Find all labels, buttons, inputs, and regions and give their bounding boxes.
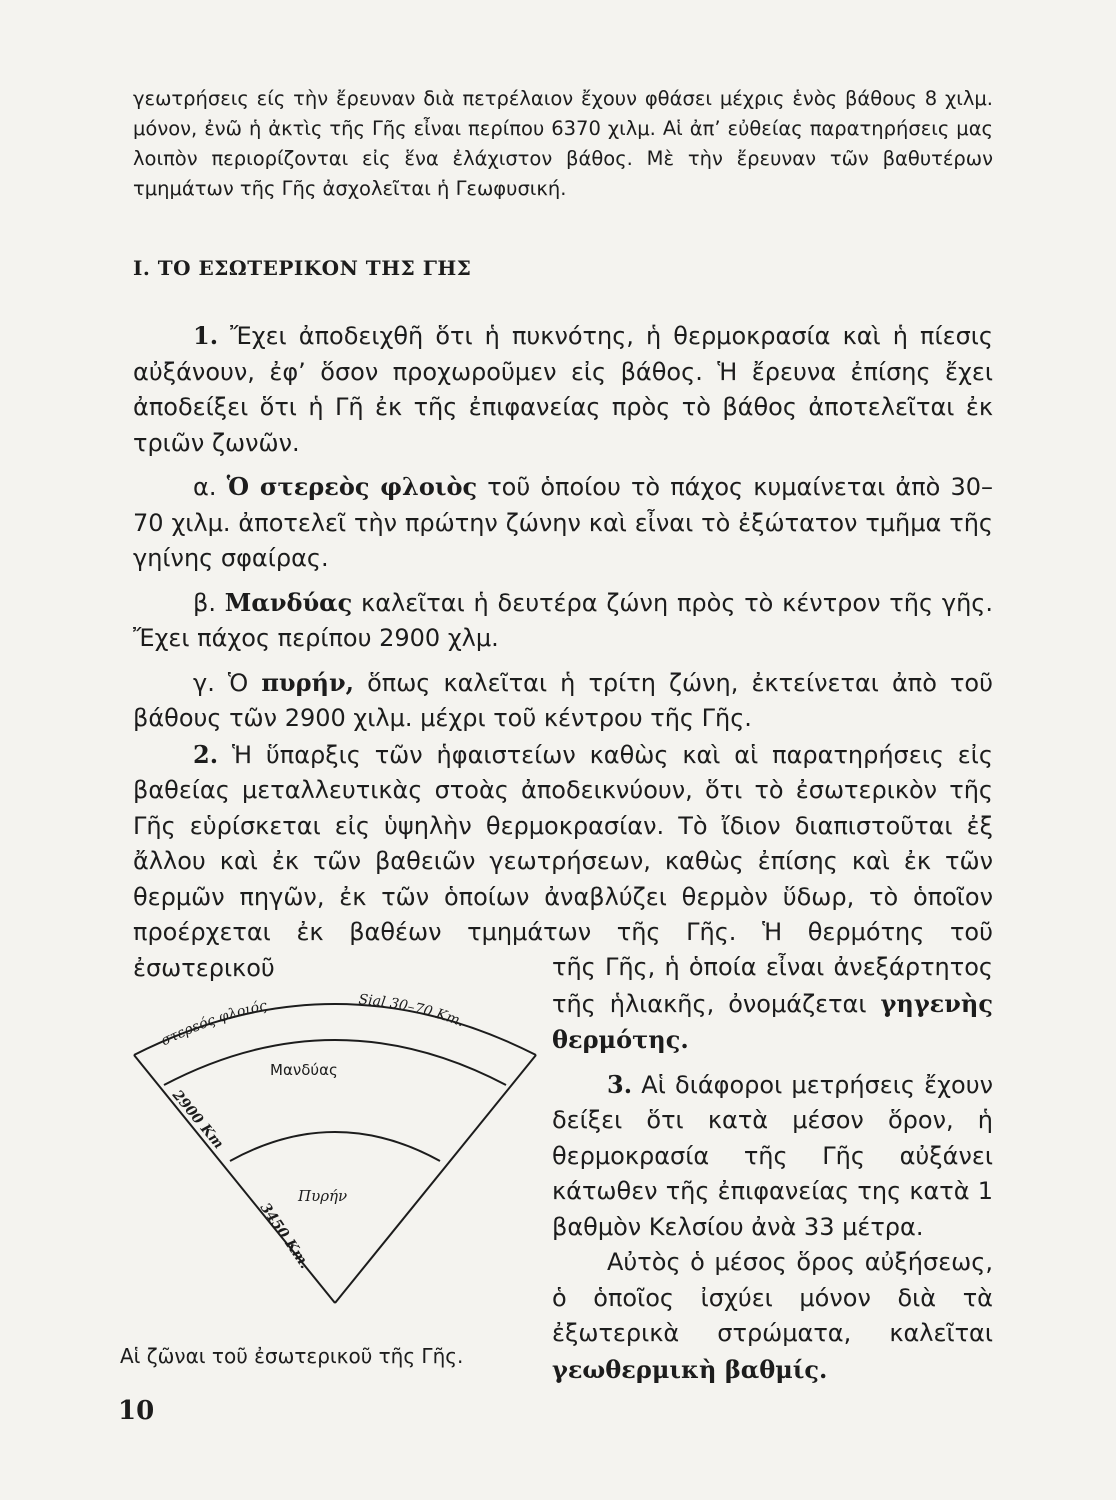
paragraph-2-text: Ἡ ὕπαρξις τῶν ἡφαιστείων καθὼς καὶ αἱ παρατηρήσεις εἰς βαθείας μεταλλευτικὰς στοὰς ἀποδεικνύουν, ὅτι τὸ ἐσωτερικὸν τῆς Γῆς εὑρίσκεται εἰς ὑψηλὴν θερμοκρασίαν. Τὸ ἴδιον διαπιστοῦται ἐξ ἄλλου καὶ ἐκ τῶν βαθειῶν γεωτρήσεων, καθὼς ἐπίσης καὶ ἐκ τῶν θερμῶν πηγῶν, ἐκ τῶν ὁποίων ἀναβλύζει θερμὸν ὕδωρ, τὸ ὁποῖον προέρχεται ἐκ βαθέων τμημάτων τῆς Γῆς. Ἡ θερμότης τοῦ ἐσωτερικοῦ: [133, 740, 993, 982]
item-a: [133, 469, 993, 577]
mantle-label: Μανδύας: [270, 1061, 338, 1079]
svg-text:Sial 30–70 Km.: [358, 992, 466, 1031]
paragraph-1-text: Ἔχει ἀποδειχθῆ ὅτι ἡ πυκνότης, ἡ θερμοκρασία καὶ ἡ πίεσις αὐξάνουν, ἐφ’ ὅσον προχωροῦμεν εἰς βάθος. Ἡ ἔρευνα ἐπίσης ἔχει ἀποδείξει ὅτι ἡ Γῆ ἐκ τῆς ἐπιφανείας πρὸς τὸ βάθος ἀποτελεῖται ἐκ τριῶν ζωνῶν.: [133, 322, 993, 457]
page-number: 10: [118, 1396, 155, 1426]
item-c-term: πυρήν,: [261, 667, 354, 697]
item-c: [133, 665, 993, 737]
sector-right-edge: [335, 1055, 536, 1303]
paragraph-3-number: 3.: [607, 1069, 633, 1099]
paragraph-2: [133, 737, 993, 987]
paragraph-3-text: Αἱ διάφοροι μετρήσεις ἔχουν δείξει ὅτι κατὰ μέσον ὅρον, ἡ θερμοκρασία τῆς Γῆς αὐξάνει κάτωθεν τῆς ἐπιφανείας της κατὰ 1 βαθμὸν Κελσίου ἀνὰ 33 μέτρα.: [552, 1070, 993, 1241]
paragraph-1: [133, 318, 993, 461]
right-column-text: [552, 950, 993, 1388]
paragraph-2-term: γηγενὴς θερμότης.: [552, 988, 993, 1054]
item-b: [133, 585, 993, 657]
svg-text:3450 Km.: [257, 1200, 313, 1272]
item-b-term: Μανδύας: [224, 587, 353, 617]
paragraph-2-continuation-text: τῆς Γῆς, ἡ ὁποία εἶναι ἀνεξάρτητος τῆς ἡλιακῆς, ὀνομάζεται: [552, 953, 993, 1018]
paragraph-2-continuation: [552, 950, 993, 1059]
figure-caption: Αἱ ζῶναι τοῦ ἐσωτερικοῦ τῆς Γῆς.: [120, 1344, 464, 1368]
paragraph-4-text: Αὐτὸς ὁ μέσος ὅρος αὐξήσεως, ὁ ὁποῖος ἰσχύει μόνον διὰ τὰ ἐξωτερικὰ στρώματα, καλεῖται: [552, 1248, 993, 1347]
item-a-term: Ὁ στερεὸς φλοιὸς: [226, 472, 478, 501]
earth-zones-diagram: [120, 975, 550, 1305]
item-c-label: γ.: [193, 668, 215, 697]
item-c-text: ὅπως καλεῖται ἡ τρίτη ζώνη, ἐκτείνεται ἀπὸ τοῦ βάθους τῶν 2900 χιλμ. μέχρι τοῦ κέντρου τῆς Γῆς.: [133, 668, 993, 732]
sial-label: Sial 30–70 Km.: [357, 991, 467, 1031]
paragraph-2-number: 2.: [193, 739, 219, 769]
intro-paragraph: γεωτρήσεις είς τὴν ἔρευναν διὰ πετρέλαιον ἔχουν φθάσει μέχρις ἑνὸς βάθους 8 χιλμ. μόνον, ἐνῶ ἡ ἀκτὶς τῆς Γῆς εἶναι περίπου 6370 χιλμ. Αἱ ἀπ’ εὐθείας παρατηρήσεις μας λοιπὸν περιορίζονται εἰς ἕνα ἐλάχιστον βάθος. Μὲ τὴν ἔρευναν τῶν βαθυτέρων τμημάτων τῆς Γῆς ἀσχολεῖται ἡ Γεωφυσική.: [133, 87, 993, 200]
paragraph-4: [552, 1245, 993, 1388]
item-b-label: β.: [193, 588, 216, 617]
item-a-text: τοῦ ὁποίου τὸ πάχος κυμαίνεται ἀπὸ 30–70 χιλμ. ἀποτελεῖ τὴν πρώτην ζώνην καὶ εἶναι τὸ ἐξώτατον τμῆμα τῆς γηίνης σφαίρας.: [133, 473, 993, 572]
paragraph-4-term: γεωθερμικὴ βαθμίς.: [552, 1354, 828, 1384]
earth-zones-svg: [120, 975, 550, 1305]
mantle-depth-label: 2900 Km: [168, 1087, 227, 1153]
crust-label: στερεός φλοιός: [158, 997, 269, 1050]
core-label: Πυρήν: [298, 1187, 348, 1205]
item-b-text: καλεῖται ἡ δευτέρα ζώνη πρὸς τὸ κέντρον τῆς γῆς. Ἔχει πάχος περίπου 2900 χλμ.: [133, 588, 993, 652]
svg-text:στερεός φλοιός: [159, 998, 269, 1050]
svg-text:2900 Km: [168, 1087, 226, 1153]
section-heading: I. ΤΟ ΕΣΩΤΕΡΙΚΟΝ ΤΗΣ ΓΗΣ: [133, 256, 472, 280]
paragraph-1-number: 1.: [193, 321, 219, 350]
item-a-label: α.: [193, 473, 217, 501]
main-text: [133, 318, 993, 986]
item-c-prefix: Ὁ: [227, 668, 249, 697]
mantle-core-boundary-arc: [230, 1132, 440, 1161]
paragraph-3: [552, 1067, 993, 1246]
core-depth-label: 3450 Km.: [256, 1200, 313, 1272]
